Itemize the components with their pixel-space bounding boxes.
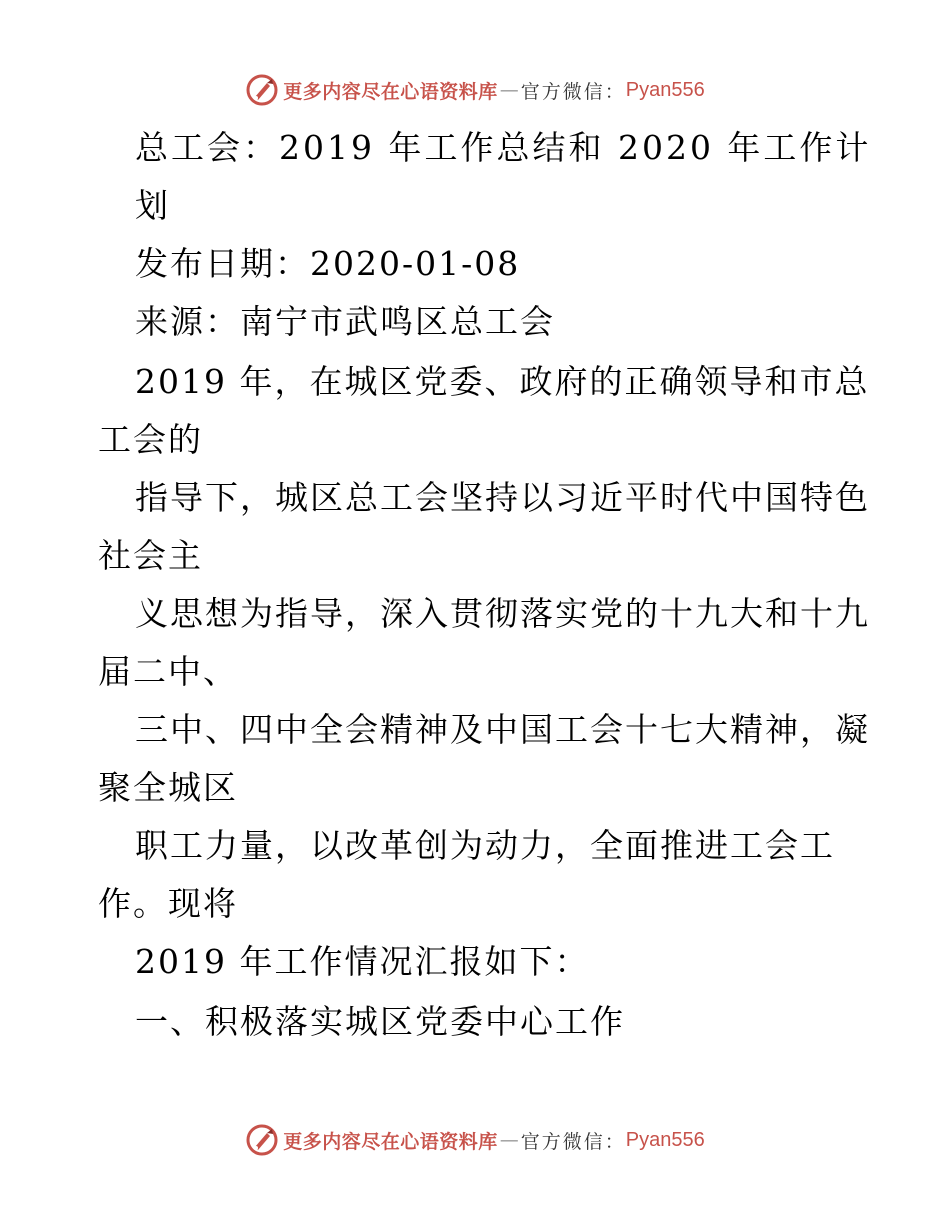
section-heading: 一、积极落实城区党委中心工作 [135,1002,625,1041]
paragraph-line: 义思想为指导，深入贯彻落实党的十九大和十九 [135,594,870,633]
paragraph-line: 聚全城区 [98,768,238,807]
document-title-line-2: 划 [135,186,170,225]
watermark-main-text: 更多内容尽在心语资料库 [283,80,498,103]
watermark-dash: — [499,1129,519,1151]
watermark-dash: — [499,79,519,101]
source-line: 来源：南宁市武鸣区总工会 [135,302,555,341]
paragraph-line: 职工力量，以改革创为动力，全面推进工会工 [135,826,835,865]
paragraph-line: 社会主 [98,536,203,575]
paragraph-line: 指导下，城区总工会坚持以习近平时代中国特色 [135,478,870,517]
paragraph-line: 作。现将 [98,884,238,923]
watermark-official-label: 官方微信： [520,80,626,103]
publish-date: 发布日期：2020-01-08 [135,244,521,283]
paragraph-line: 三中、四中全会精神及中国工会十七大精神，凝 [135,710,870,749]
footer-watermark [0,1120,950,1160]
watermark-wechat-id: Pyan556 [625,1128,705,1151]
quill-pen-logo-icon [245,73,279,107]
document-title-line-1: 总工会：2019 年工作总结和 2020 年工作计 [135,128,872,167]
quill-pen-logo-icon [245,1123,279,1157]
paragraph-line: 工会的 [98,420,203,459]
watermark-official-label: 官方微信： [520,1130,626,1153]
header-watermark [0,70,950,110]
watermark-wechat-id: Pyan556 [625,78,705,101]
paragraph-line: 2019 年，在城区党委、政府的正确领导和市总 [135,362,870,401]
paragraph-line: 届二中、 [98,652,238,691]
paragraph-line: 2019 年工作情况汇报如下： [135,942,590,981]
watermark-main-text: 更多内容尽在心语资料库 [283,1130,498,1153]
